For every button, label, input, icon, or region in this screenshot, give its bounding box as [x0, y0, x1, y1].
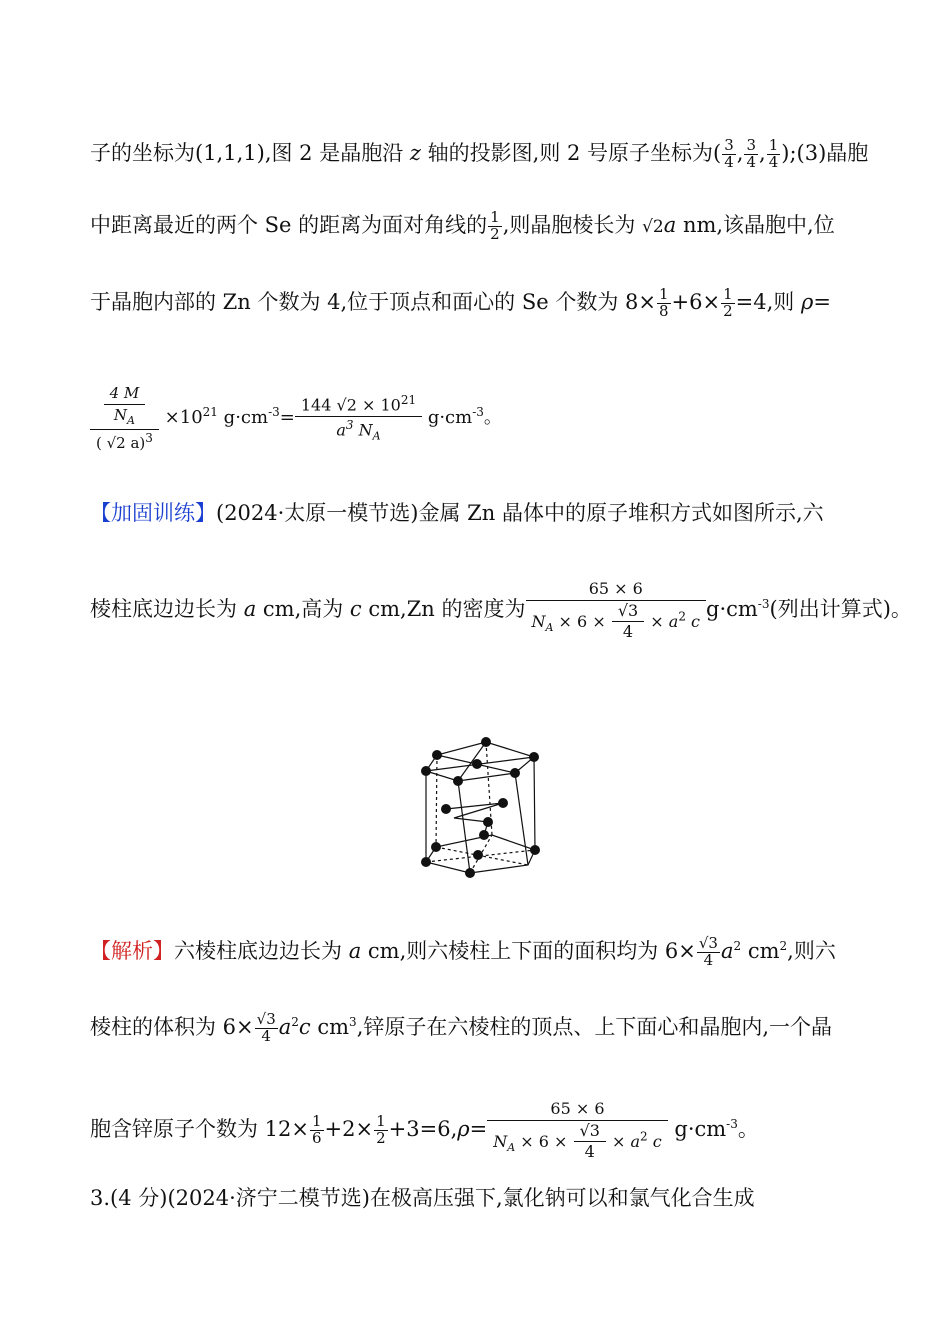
var-a: a	[336, 420, 346, 440]
superscript: 2	[678, 609, 686, 624]
result-fraction	[295, 394, 422, 443]
var-c: c	[685, 611, 700, 631]
var-a: a	[720, 938, 734, 963]
denominator-text: ( √2 a)	[96, 433, 146, 452]
superscript: -3	[472, 405, 484, 420]
denominator: 2	[376, 1129, 386, 1148]
var-c: c	[349, 597, 362, 622]
fraction	[574, 1120, 606, 1162]
text: =	[813, 289, 831, 314]
paragraph-line-9	[90, 1100, 759, 1161]
superscript: 3	[145, 430, 153, 445]
superscript: -3	[757, 597, 770, 612]
numerator: 1	[376, 1112, 386, 1131]
text: 于晶胞内部的 Zn 个数为 4,位于顶点和面心的 Se 个数为 8×	[90, 289, 656, 314]
unit: g·cm	[422, 407, 473, 429]
text: +6×	[671, 289, 721, 314]
fraction	[722, 138, 736, 171]
unit: g·cm	[667, 1117, 727, 1142]
fraction	[721, 287, 735, 320]
avogadro-n: N	[493, 1131, 508, 1151]
text: 轴的投影图,则 2 号原子坐标为(	[420, 140, 722, 165]
var-a: a	[348, 938, 362, 963]
text: +3=6,	[388, 1117, 458, 1142]
superscript: 2	[291, 1014, 299, 1029]
text: +2×	[324, 1117, 374, 1142]
text: 中距离最近的两个 Se 的距离为面对角线的	[90, 212, 488, 237]
text: cm,Zn 的密度为	[361, 597, 526, 622]
hexagonal-prism-figure	[410, 735, 545, 885]
numerator: 3	[724, 136, 734, 154]
text: 3.(4 分)(2024·济宁二模节选)在极高压强下,氯化钠可以和氯气化合生成	[90, 1186, 755, 1210]
numerator	[295, 394, 422, 417]
subscript: A	[127, 413, 135, 427]
text: cm,高为	[256, 597, 350, 622]
numerator: 1	[490, 208, 500, 226]
avogadro-n: N	[531, 611, 546, 631]
paragraph-line-1: 子的坐标为(1,1,1),图 2 是晶胞沿 z 轴的投影图,则 2 号原子坐标为( $\frac{3}{4}$ , $\frac{3}{4}$ , $\frac{1}{4}$ );(3)晶胞	[90, 136, 869, 171]
text: (2024·太原一模节选)金属 Zn 晶体中的原子堆积方式如图所示,六	[216, 501, 824, 525]
equals: =	[279, 407, 295, 429]
subscript: A	[507, 1140, 516, 1154]
fraction	[255, 1012, 278, 1045]
denominator: 4	[622, 622, 634, 642]
denominator	[90, 430, 159, 452]
superscript: 21	[202, 405, 218, 420]
denominator	[487, 1121, 667, 1162]
superscript: -3	[726, 1117, 738, 1132]
numerator: 4 M	[104, 385, 146, 405]
denominator: 6	[312, 1129, 322, 1148]
numerator: √3	[612, 603, 644, 623]
fraction	[744, 138, 758, 171]
numerator: √3	[256, 1010, 276, 1028]
paragraph-line-2	[90, 210, 835, 243]
unit: g·cm	[217, 407, 269, 429]
numerator: 1	[768, 136, 779, 154]
var-rho: ρ	[800, 289, 814, 314]
var-c: c	[647, 1131, 662, 1151]
density-fraction	[487, 1100, 667, 1161]
text: 子的坐标为(1,1,1),图 2 是晶胞沿	[90, 140, 410, 165]
denominator: 4	[768, 152, 779, 171]
text: cm,则六棱柱上下面的面积均为 6×	[361, 938, 696, 963]
density-formula	[90, 385, 502, 451]
equals: =	[469, 1117, 488, 1142]
inner-fraction	[104, 385, 146, 427]
subscript: A	[545, 620, 554, 634]
var-a: a	[663, 212, 677, 237]
text: ,则六	[787, 938, 836, 963]
avogadro-n: N	[353, 420, 373, 440]
paragraph-line-8	[90, 1012, 832, 1045]
denominator: 8	[658, 301, 669, 320]
var-a: a	[243, 597, 257, 622]
denominator: 4	[703, 950, 714, 969]
denominator: 2	[723, 301, 733, 320]
text: ,锌原子在六棱柱的顶点、上下面心和晶胞内,一个晶	[356, 1014, 833, 1039]
fraction	[374, 1114, 388, 1147]
question-3-line	[90, 1188, 755, 1209]
superscript: 2	[779, 938, 788, 953]
text: ,则晶胞棱长为	[502, 212, 643, 237]
numerator: 1	[723, 285, 733, 303]
paragraph-line-5	[90, 503, 824, 524]
superscript: 2	[640, 1129, 648, 1144]
fraction	[488, 210, 502, 243]
var-z: z	[409, 140, 421, 165]
numerator: 65 × 6	[487, 1100, 667, 1121]
numerator	[90, 385, 159, 430]
denominator: 4	[724, 152, 734, 171]
text: 。	[737, 1117, 759, 1142]
var-a: a	[278, 1014, 292, 1039]
text: × 6 ×	[553, 611, 611, 631]
fraction	[657, 287, 671, 320]
text: );(3)晶胞	[781, 140, 869, 165]
reinforcement-tag: 【加固训练】	[90, 501, 216, 525]
text: nm,该晶胞中,位	[676, 212, 835, 237]
denominator: 4	[261, 1026, 271, 1045]
fraction	[697, 936, 720, 969]
sqrt-2: √2	[642, 216, 664, 237]
numerator: 1	[658, 285, 669, 303]
superscript: -3	[268, 405, 280, 420]
paragraph-line-6	[90, 580, 912, 641]
numerator: √3	[574, 1123, 606, 1143]
var-rho: ρ	[457, 1117, 470, 1142]
text: 。	[483, 407, 502, 429]
unit: g·cm	[706, 597, 758, 622]
fraction	[310, 1114, 324, 1147]
text: ×10	[164, 407, 203, 429]
analysis-tag: 【解析】	[90, 938, 174, 963]
paragraph-line-3	[90, 287, 831, 320]
numerator: 1	[312, 1112, 322, 1131]
subscript: A	[372, 429, 381, 443]
denominator	[295, 417, 422, 443]
unit: cm	[741, 938, 780, 963]
text: 六棱柱底边边长为	[174, 938, 349, 963]
text: × 6 ×	[515, 1131, 573, 1151]
fraction	[612, 600, 644, 642]
text: (列出计算式)。	[769, 597, 912, 622]
numerator: 65 × 6	[526, 580, 706, 601]
compound-fraction	[90, 385, 159, 451]
denominator: 4	[746, 152, 757, 171]
numerator: 3	[746, 136, 757, 154]
denominator	[526, 601, 706, 642]
numerator: √3	[698, 934, 718, 952]
avogadro-n: N	[113, 405, 128, 424]
denominator	[104, 405, 146, 427]
unit: cm	[310, 1014, 350, 1039]
paragraph-line-7	[90, 936, 836, 969]
superscript: 3	[345, 417, 354, 432]
superscript: 2	[733, 938, 742, 953]
superscript: 21	[400, 392, 417, 407]
var-a: × a	[606, 1131, 641, 1151]
fraction	[767, 138, 781, 171]
text: =4,则	[735, 289, 801, 314]
superscript: 3	[349, 1014, 357, 1029]
var-a: × a	[645, 611, 679, 631]
text: 棱柱的体积为 6×	[90, 1014, 254, 1039]
text: 棱柱底边边长为	[90, 597, 244, 622]
denominator: 2	[490, 224, 500, 243]
denominator: 4	[584, 1142, 595, 1162]
density-fraction	[526, 580, 706, 641]
numerator-text: 144 √2 × 10	[300, 395, 401, 415]
text: 胞含锌原子个数为 12×	[90, 1117, 309, 1142]
var-c: c	[298, 1014, 311, 1039]
